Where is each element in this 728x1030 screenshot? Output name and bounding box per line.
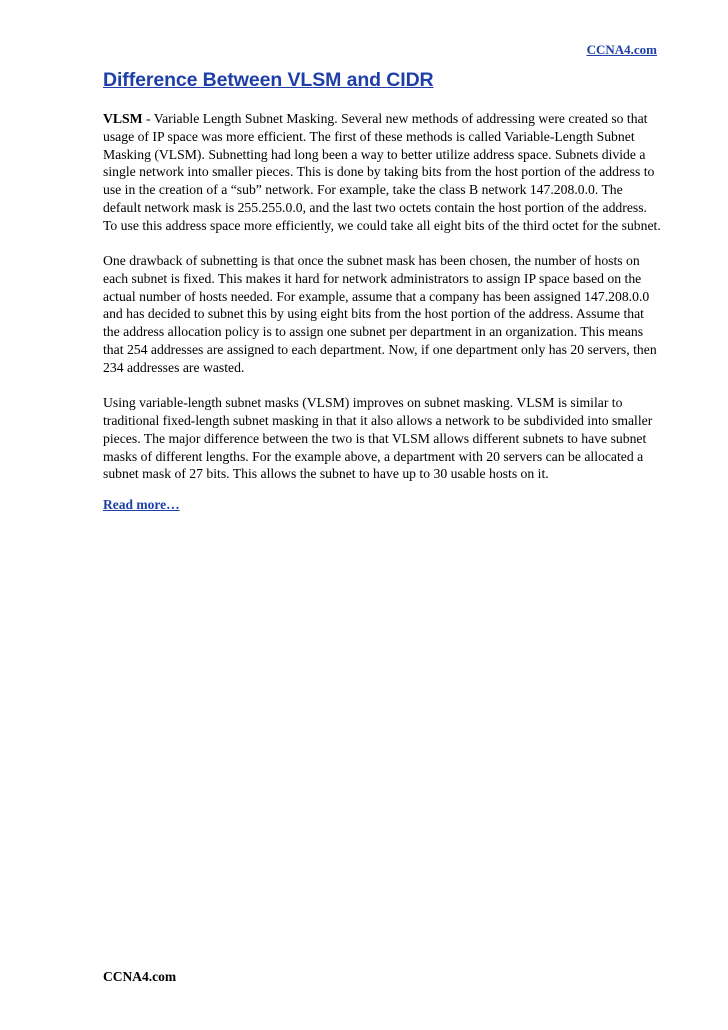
site-header-link[interactable]: CCNA4.com — [586, 42, 657, 57]
paragraph-vlsm-improvement: Using variable-length subnet masks (VLSM) improves on subnet masking. VLSM is similar to traditional fixed-length subnet masking in that it also allows a network to be subdivided into smaller pieces. The major difference between the two is that VLSM allows different subnets to have subnet masks of different lengths. For the example above, a department with 20 servers can be allocated a subnet mask of 27 bits. This allows the subnet to have up to 30 usable hosts on it. — [103, 395, 653, 482]
article-title[interactable]: Difference Between VLSM and CIDR — [103, 69, 434, 91]
article-body — [103, 110, 663, 514]
paragraph-vlsm-text: - Variable Length Subnet Masking. Several new methods of addressing were created so that usage of IP space was more efficient. The first of these methods is called Variable-Length Subnet Masking (VLSM). Subnetting had long been a way to better utilize address space. Subnets divide a single network into smaller pieces. This is done by taking bits from the host portion of the address to use in the creation of a “sub” network. For example, take the class B network 147.208.0.0. The default network mask is 255.255.0.0, and the last two octets contain the host portion of the address. To use this address space more efficiently, we could take all eight bits of the third octet for the subnet. — [103, 111, 661, 233]
footer-site-label: CCNA4.com — [103, 969, 177, 984]
paragraph-subnetting-drawback: One drawback of subnetting is that once the subnet mask has been chosen, the number of hosts on each subnet is fixed. This makes it hard for network administrators to assign IP space based on the actual number of hosts needed. For example, assume that a company has been assigned 147.208.0.0 and has decided to subnet this by using eight bits from the host portion of the address. Assume that the address allocation policy is to assign one subnet per department in an organization. This means that 254 addresses are assigned to each department. Now, if one department only has 20 servers, then 234 addresses are wasted. — [103, 253, 657, 375]
term-vlsm: VLSM — [103, 111, 143, 126]
paragraph-vlsm-definition — [103, 110, 663, 235]
read-more-link[interactable]: Read more… — [103, 497, 180, 513]
